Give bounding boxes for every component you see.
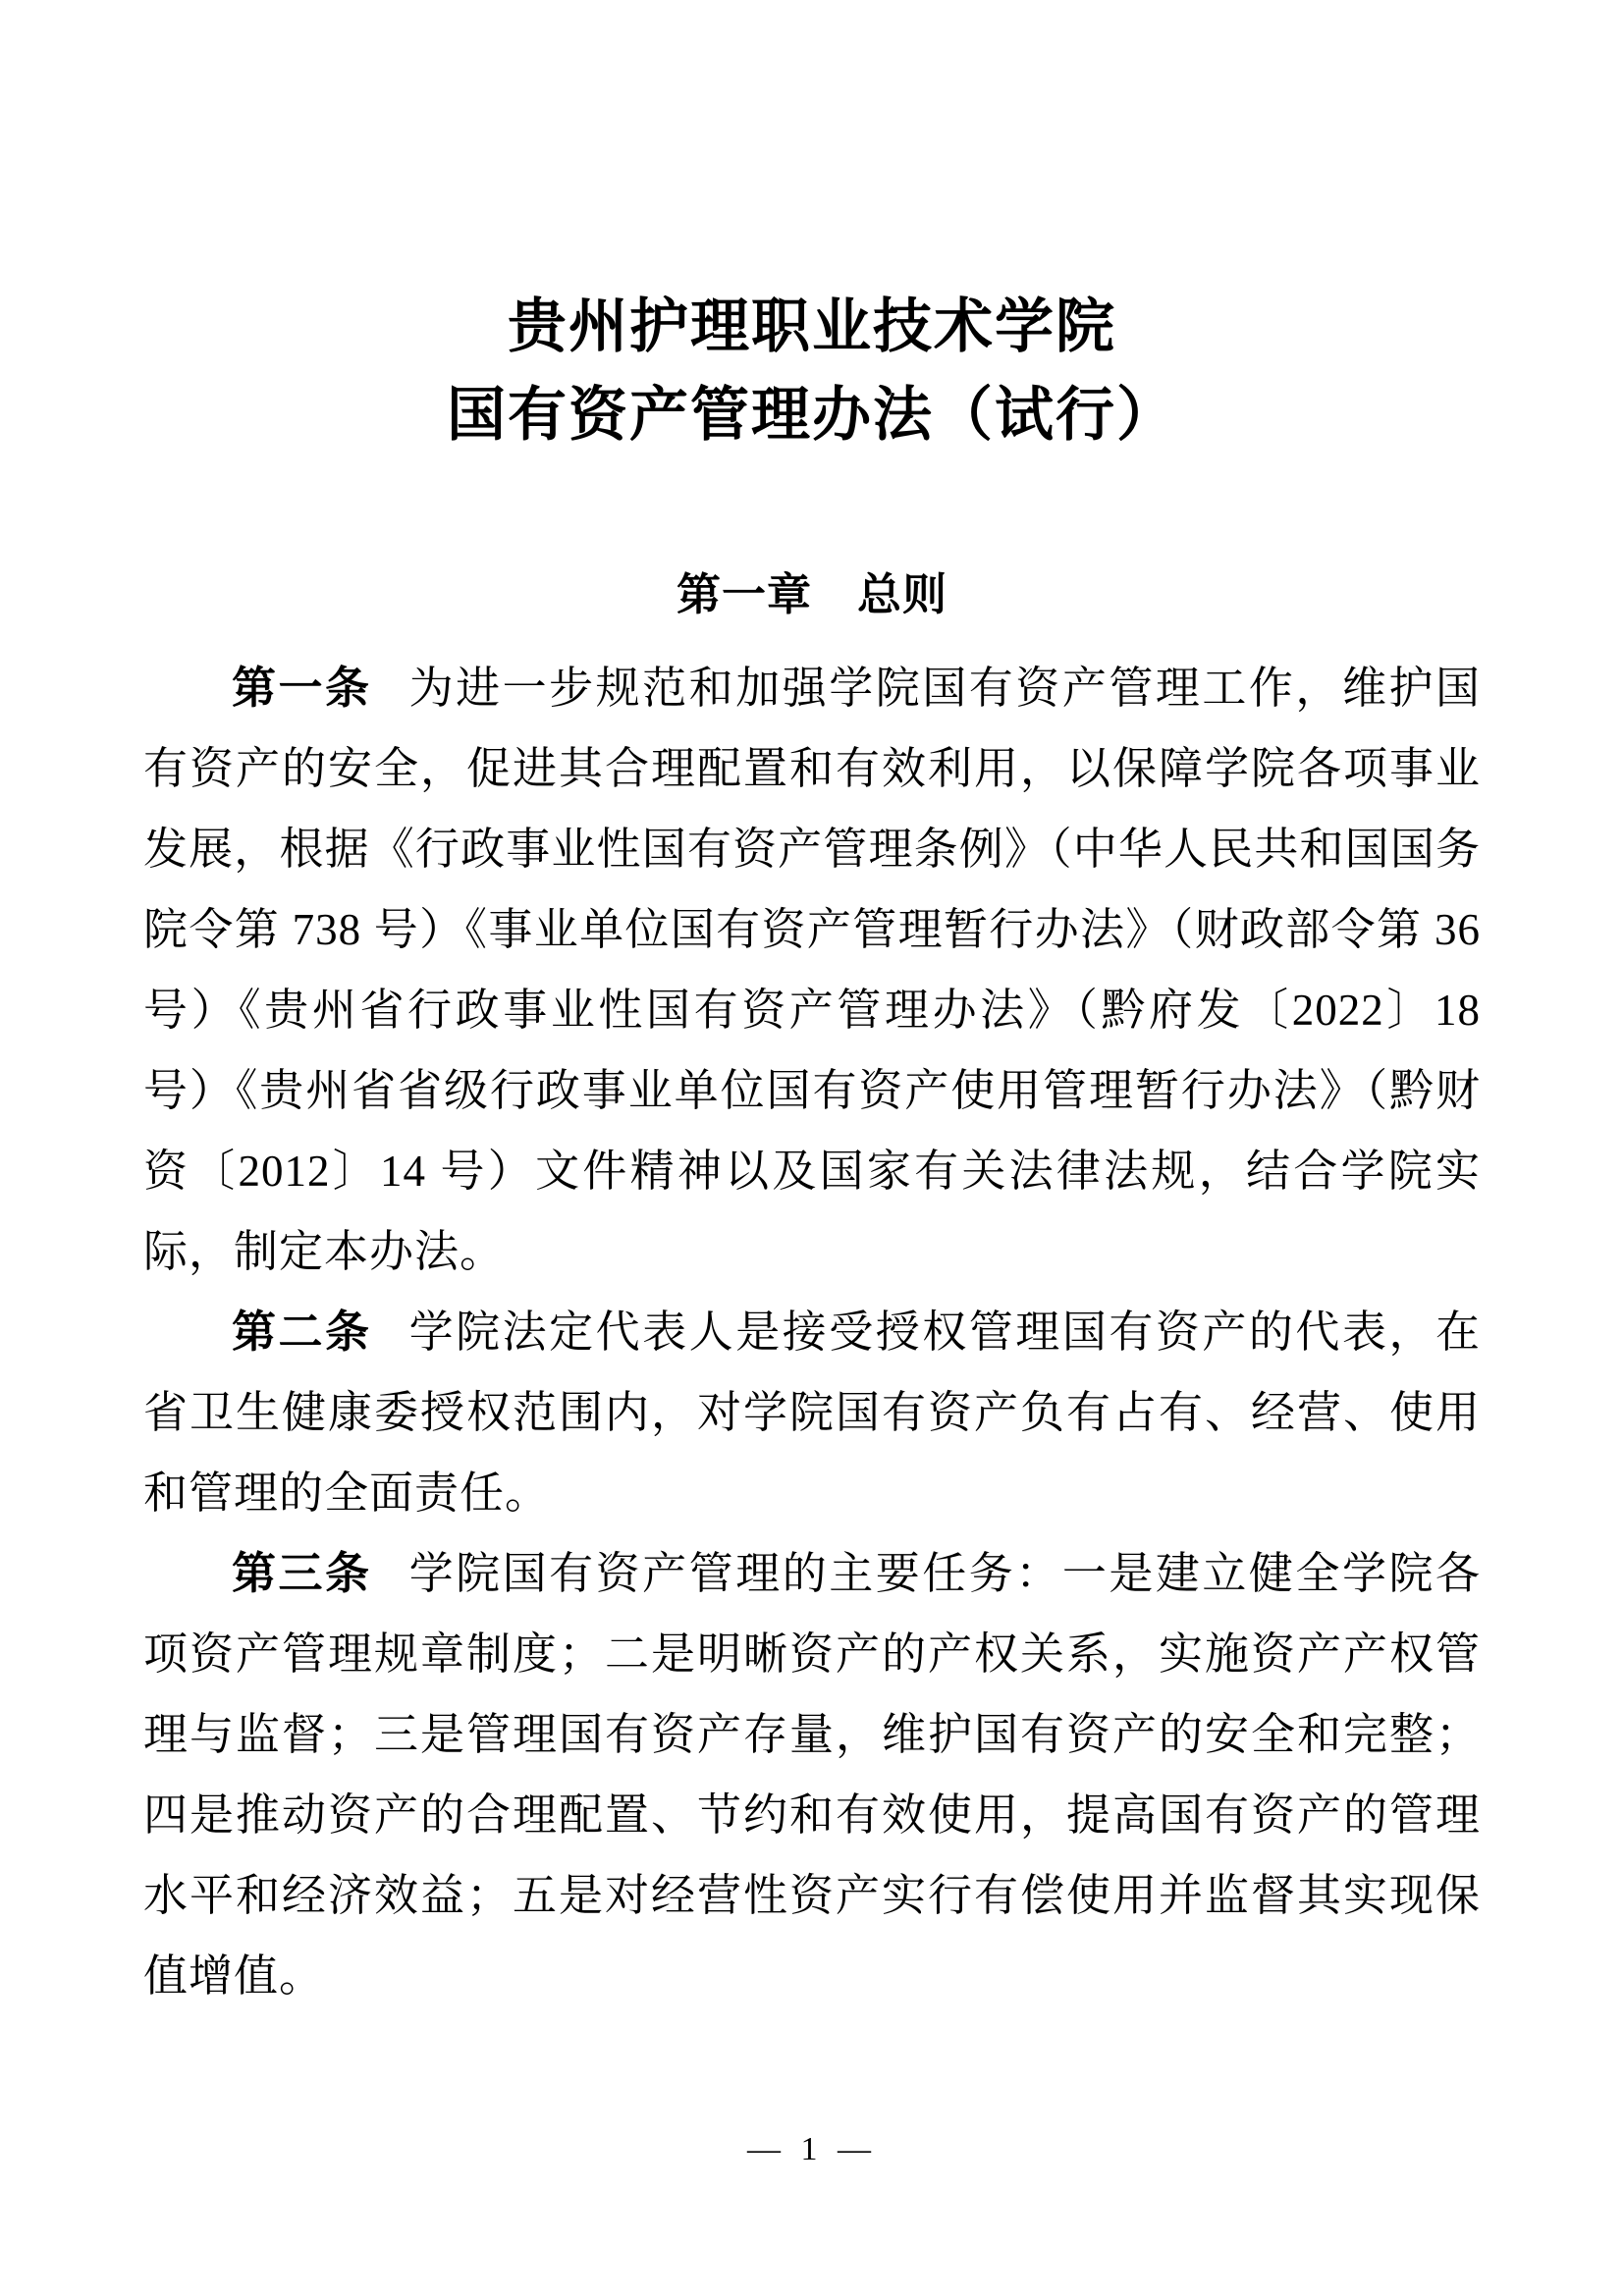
article-paragraph [143,1533,1481,2016]
article-label: 第三条 [232,1549,372,1598]
article-paragraph [143,1292,1481,1533]
title-line-2: 国有资产管理办法（试行） [447,383,1177,448]
article-text: 学院法定代表人是接受授权管理国有资产的代表，在省卫生健康委授权范围内，对学院国有资产负有占有、经营、使用和管理的全面责任。 [143,1308,1481,1518]
article-label: 第一条 [232,664,372,713]
article-label: 第二条 [232,1308,372,1357]
chapter-heading: 第一章 总则 [676,569,947,619]
document-title [143,0,1481,459]
page-number: — 1 — [747,2131,877,2167]
article-text: 为进一步规范和加强学院国有资产管理工作，维护国有资产的安全，促进其合理配置和有效利用，以保障学院各项事业发展，根据《行政事业性国有资产管理条例》（中华人民共和国国务院令第 738 号）《事业单位国有资产管理暂行办法》（财政部令第 36 号）《贵州省行政事业性国有资产管理办法》（黔府发〔2022〕18 号）《贵州省省级行政事业单位国有资产使用管理暂行办法》（黔财资〔2012〕14 号）文件精神以及国家有关法律法规，结合学院实际，制定本办法。 [143,664,1481,1276]
document-body [143,648,1481,2016]
article-text: 学院国有资产管理的主要任务：一是建立健全学院各项资产管理规章制度；二是明晰资产的产权关系，实施资产产权管理与监督；三是管理国有资产存量，维护国有资产的安全和完整；四是推动资产的合理配置、节约和有效使用，提高国有资产的管理水平和经济效益；五是对经营性资产实行有偿使用并监督其实现保值增值。 [143,1549,1481,2001]
article-paragraph [143,648,1481,1292]
title-line-1: 贵州护理职业技术学院 [508,294,1116,359]
